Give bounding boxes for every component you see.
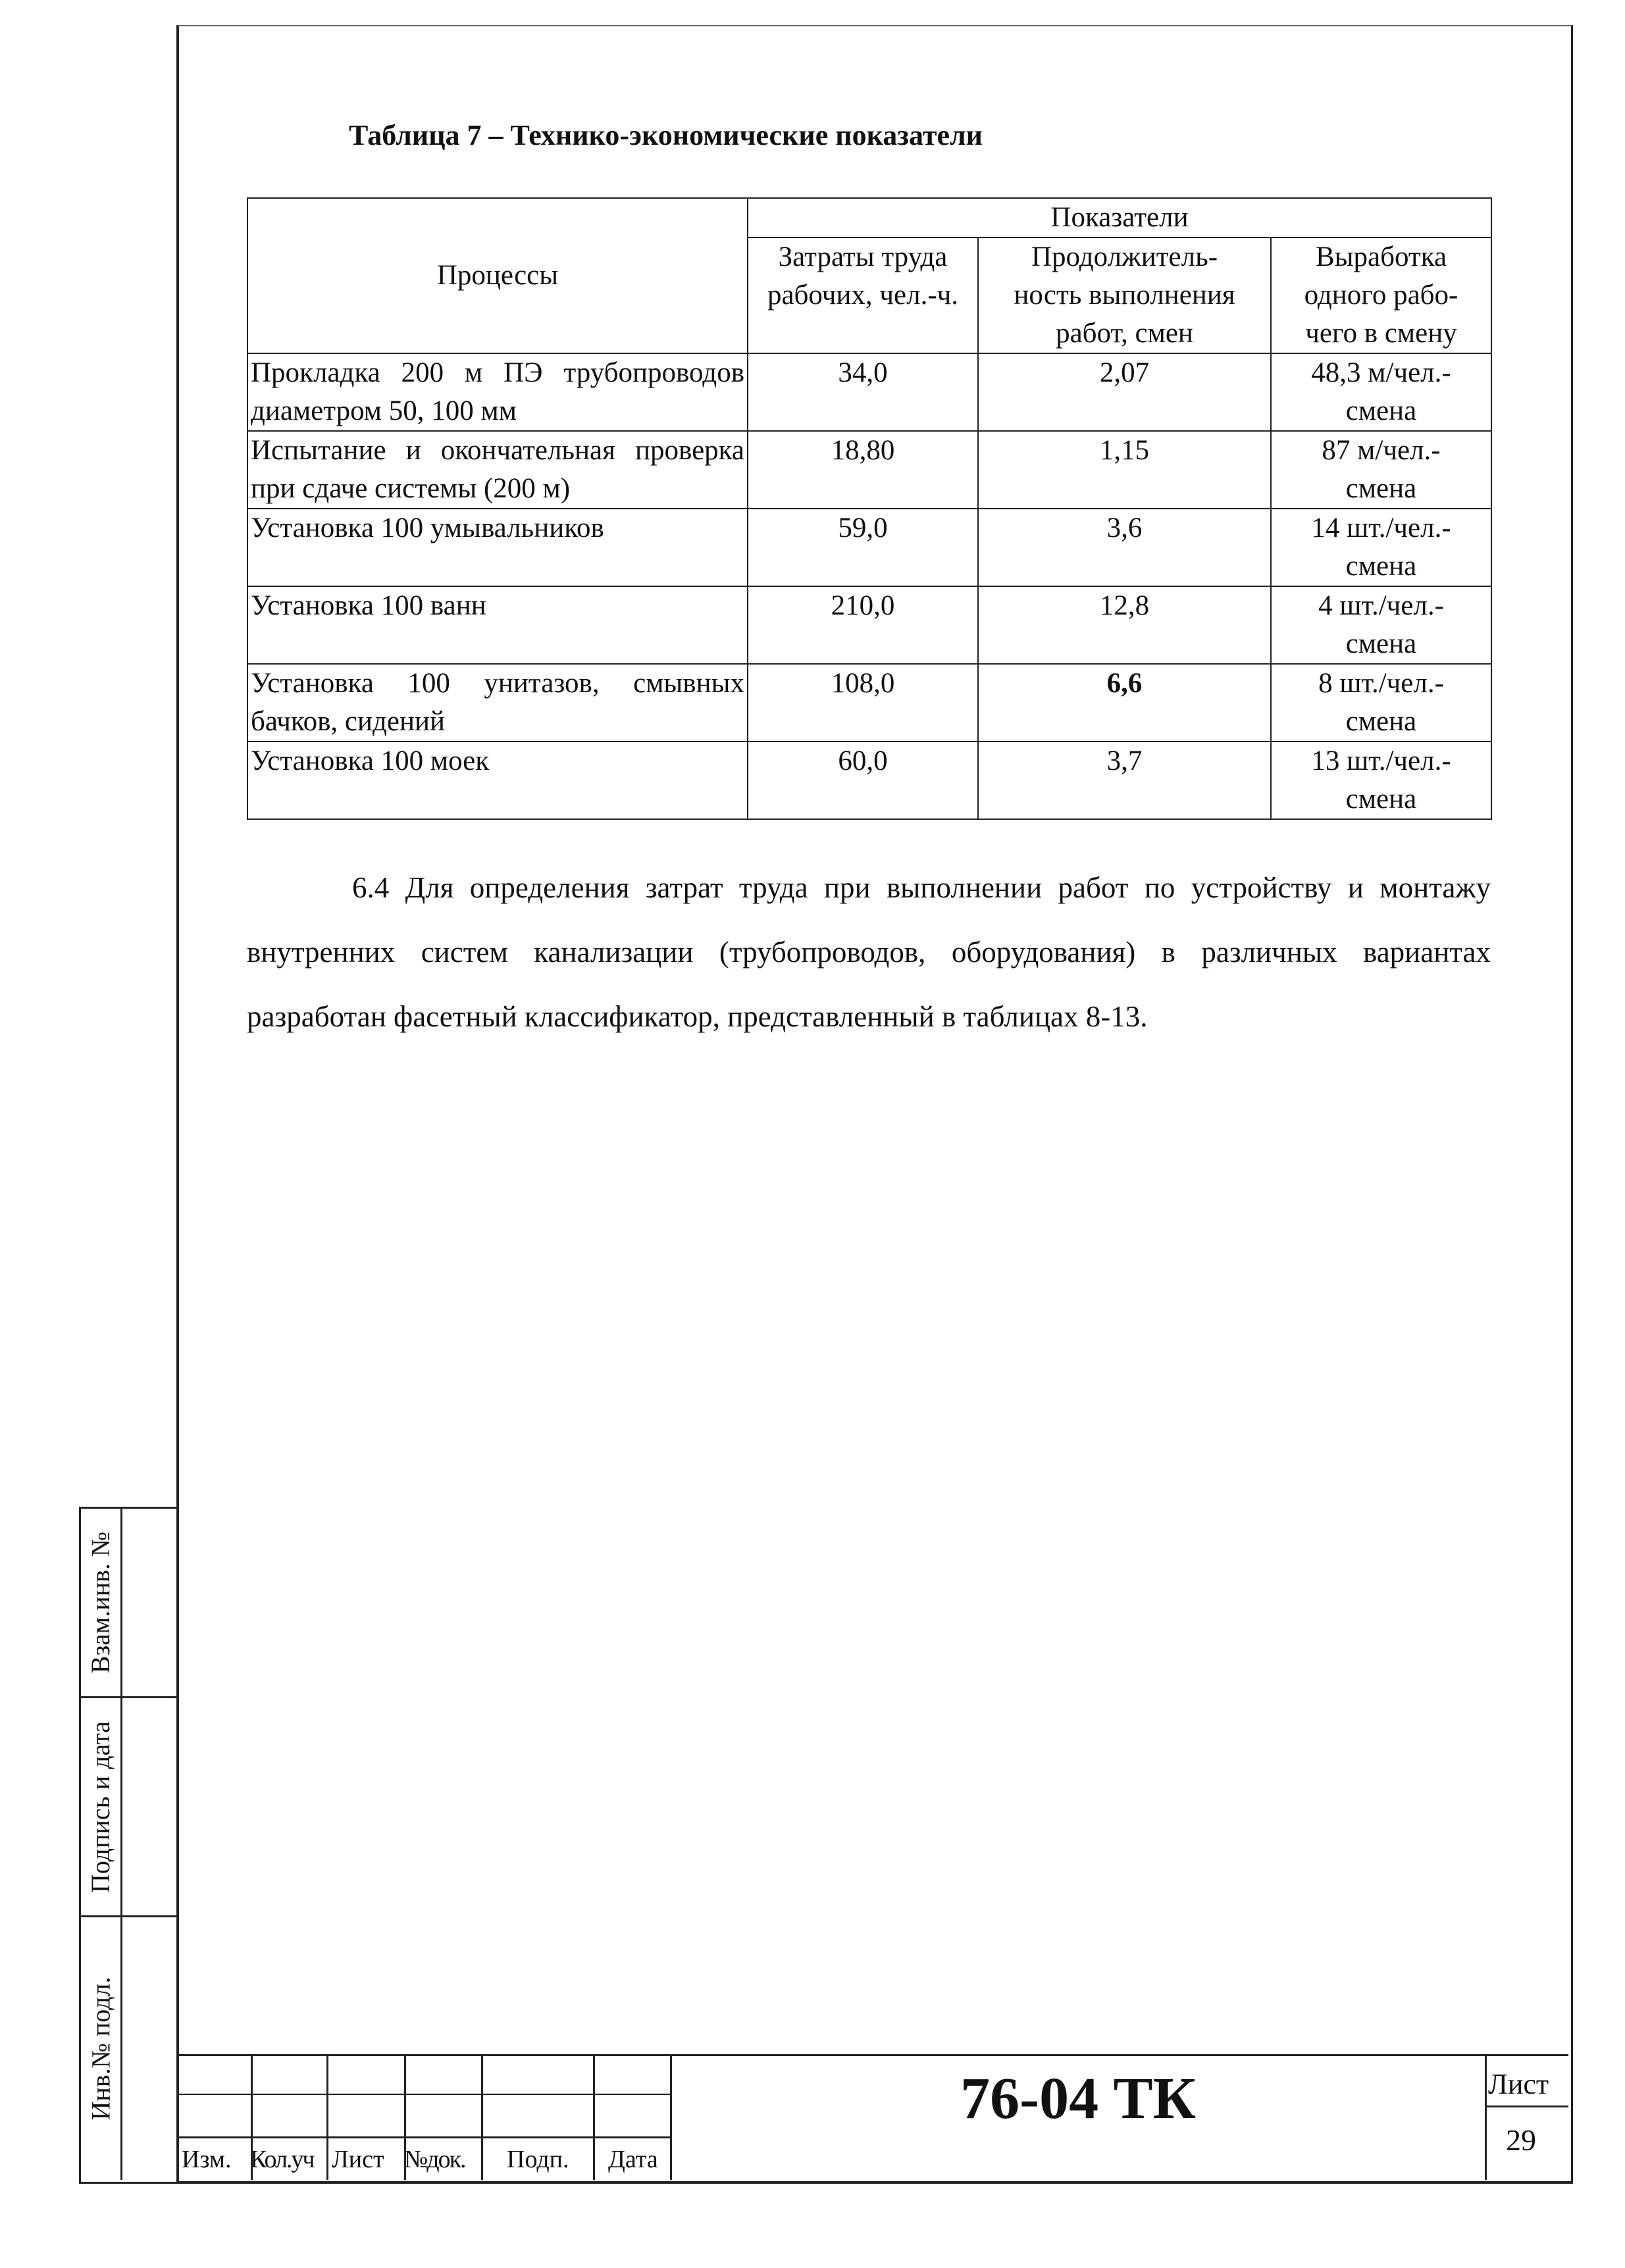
header-indicators: Показатели xyxy=(748,198,1491,238)
stamp-label-inv: Инв.№ подл. xyxy=(86,1977,116,2121)
table-row xyxy=(247,431,1491,509)
tb-podp: Подп. xyxy=(507,2146,569,2173)
margin-stamp xyxy=(79,1507,176,2184)
row-process: Установка 100 ванн xyxy=(247,586,748,664)
row-output: 13 шт./чел.- смена xyxy=(1271,742,1491,819)
table-row xyxy=(247,742,1491,819)
stamp-label-podpis: Подпись и дата xyxy=(86,1721,116,1893)
row-output: 48,3 м/чел.- смена xyxy=(1271,353,1491,431)
row-duration: 1,15 xyxy=(978,431,1271,509)
header-output: Выработка одного рабо- чего в смену xyxy=(1271,238,1491,353)
row-labor: 210,0 xyxy=(748,586,978,664)
row-duration: 3,7 xyxy=(978,742,1271,819)
row-labor: 60,0 xyxy=(748,742,978,819)
row-output: 87 м/чел.- смена xyxy=(1271,431,1491,509)
row-process: Испытание и окончательная проверка при сдаче системы (200 м) xyxy=(247,431,748,509)
row-duration: 2,07 xyxy=(978,353,1271,431)
row-duration: 12,8 xyxy=(978,586,1271,664)
row-duration: 6,6 xyxy=(978,664,1271,742)
row-labor: 18,80 xyxy=(748,431,978,509)
row-output: 14 шт./чел.- смена xyxy=(1271,509,1491,586)
tb-list: Лист xyxy=(332,2146,384,2173)
row-process: Установка 100 унитазов, смывных бачков, сидений xyxy=(247,664,748,742)
table-row xyxy=(247,586,1491,664)
indicators-table xyxy=(247,197,1492,820)
tb-data: Дата xyxy=(608,2146,658,2173)
row-output: 8 шт./чел.- смена xyxy=(1271,664,1491,742)
row-labor: 59,0 xyxy=(748,509,978,586)
body-paragraph: 6.4 Для определения затрат труда при выполнении работ по устройству и монтажу внутренних систем канализации (трубопроводов, оборудования) в различных вариантах разработан фасетный классификатор, представленный в таблицах 8-13. xyxy=(247,871,1491,1033)
row-labor: 34,0 xyxy=(748,353,978,431)
tb-ndok: №док. xyxy=(404,2146,465,2173)
table-caption: Таблица 7 – Технико-экономические показатели xyxy=(349,119,983,151)
document-number: 76-04 ТК xyxy=(960,2066,1196,2131)
tb-sheet-number: 29 xyxy=(1506,2123,1536,2157)
tb-sheet-label: Лист xyxy=(1488,2068,1549,2100)
tb-izm: Изм. xyxy=(182,2146,232,2173)
header-processes: Процессы xyxy=(247,198,748,353)
stamp-cell-podpis xyxy=(81,1698,176,1917)
row-labor: 108,0 xyxy=(748,664,978,742)
table-row xyxy=(247,509,1491,586)
stamp-cell-inv xyxy=(81,1917,176,2180)
table-row xyxy=(247,353,1491,431)
tb-kol: Кол.уч xyxy=(250,2146,314,2173)
stamp-label-vzam: Взам.инв. № xyxy=(86,1531,116,1674)
stamp-cell-vzam xyxy=(81,1509,176,1698)
row-duration: 3,6 xyxy=(978,509,1271,586)
header-labor: Затраты труда рабочих, чел.-ч. xyxy=(748,238,978,353)
row-output: 4 шт./чел.- смена xyxy=(1271,586,1491,664)
row-process: Установка 100 моек xyxy=(247,742,748,819)
header-duration: Продолжитель- ность выполнения работ, смен xyxy=(978,238,1271,353)
table-row xyxy=(247,664,1491,742)
row-process: Установка 100 умывальников xyxy=(247,509,748,586)
row-process: Прокладка 200 м ПЭ трубопроводов диаметром 50, 100 мм xyxy=(247,353,748,431)
